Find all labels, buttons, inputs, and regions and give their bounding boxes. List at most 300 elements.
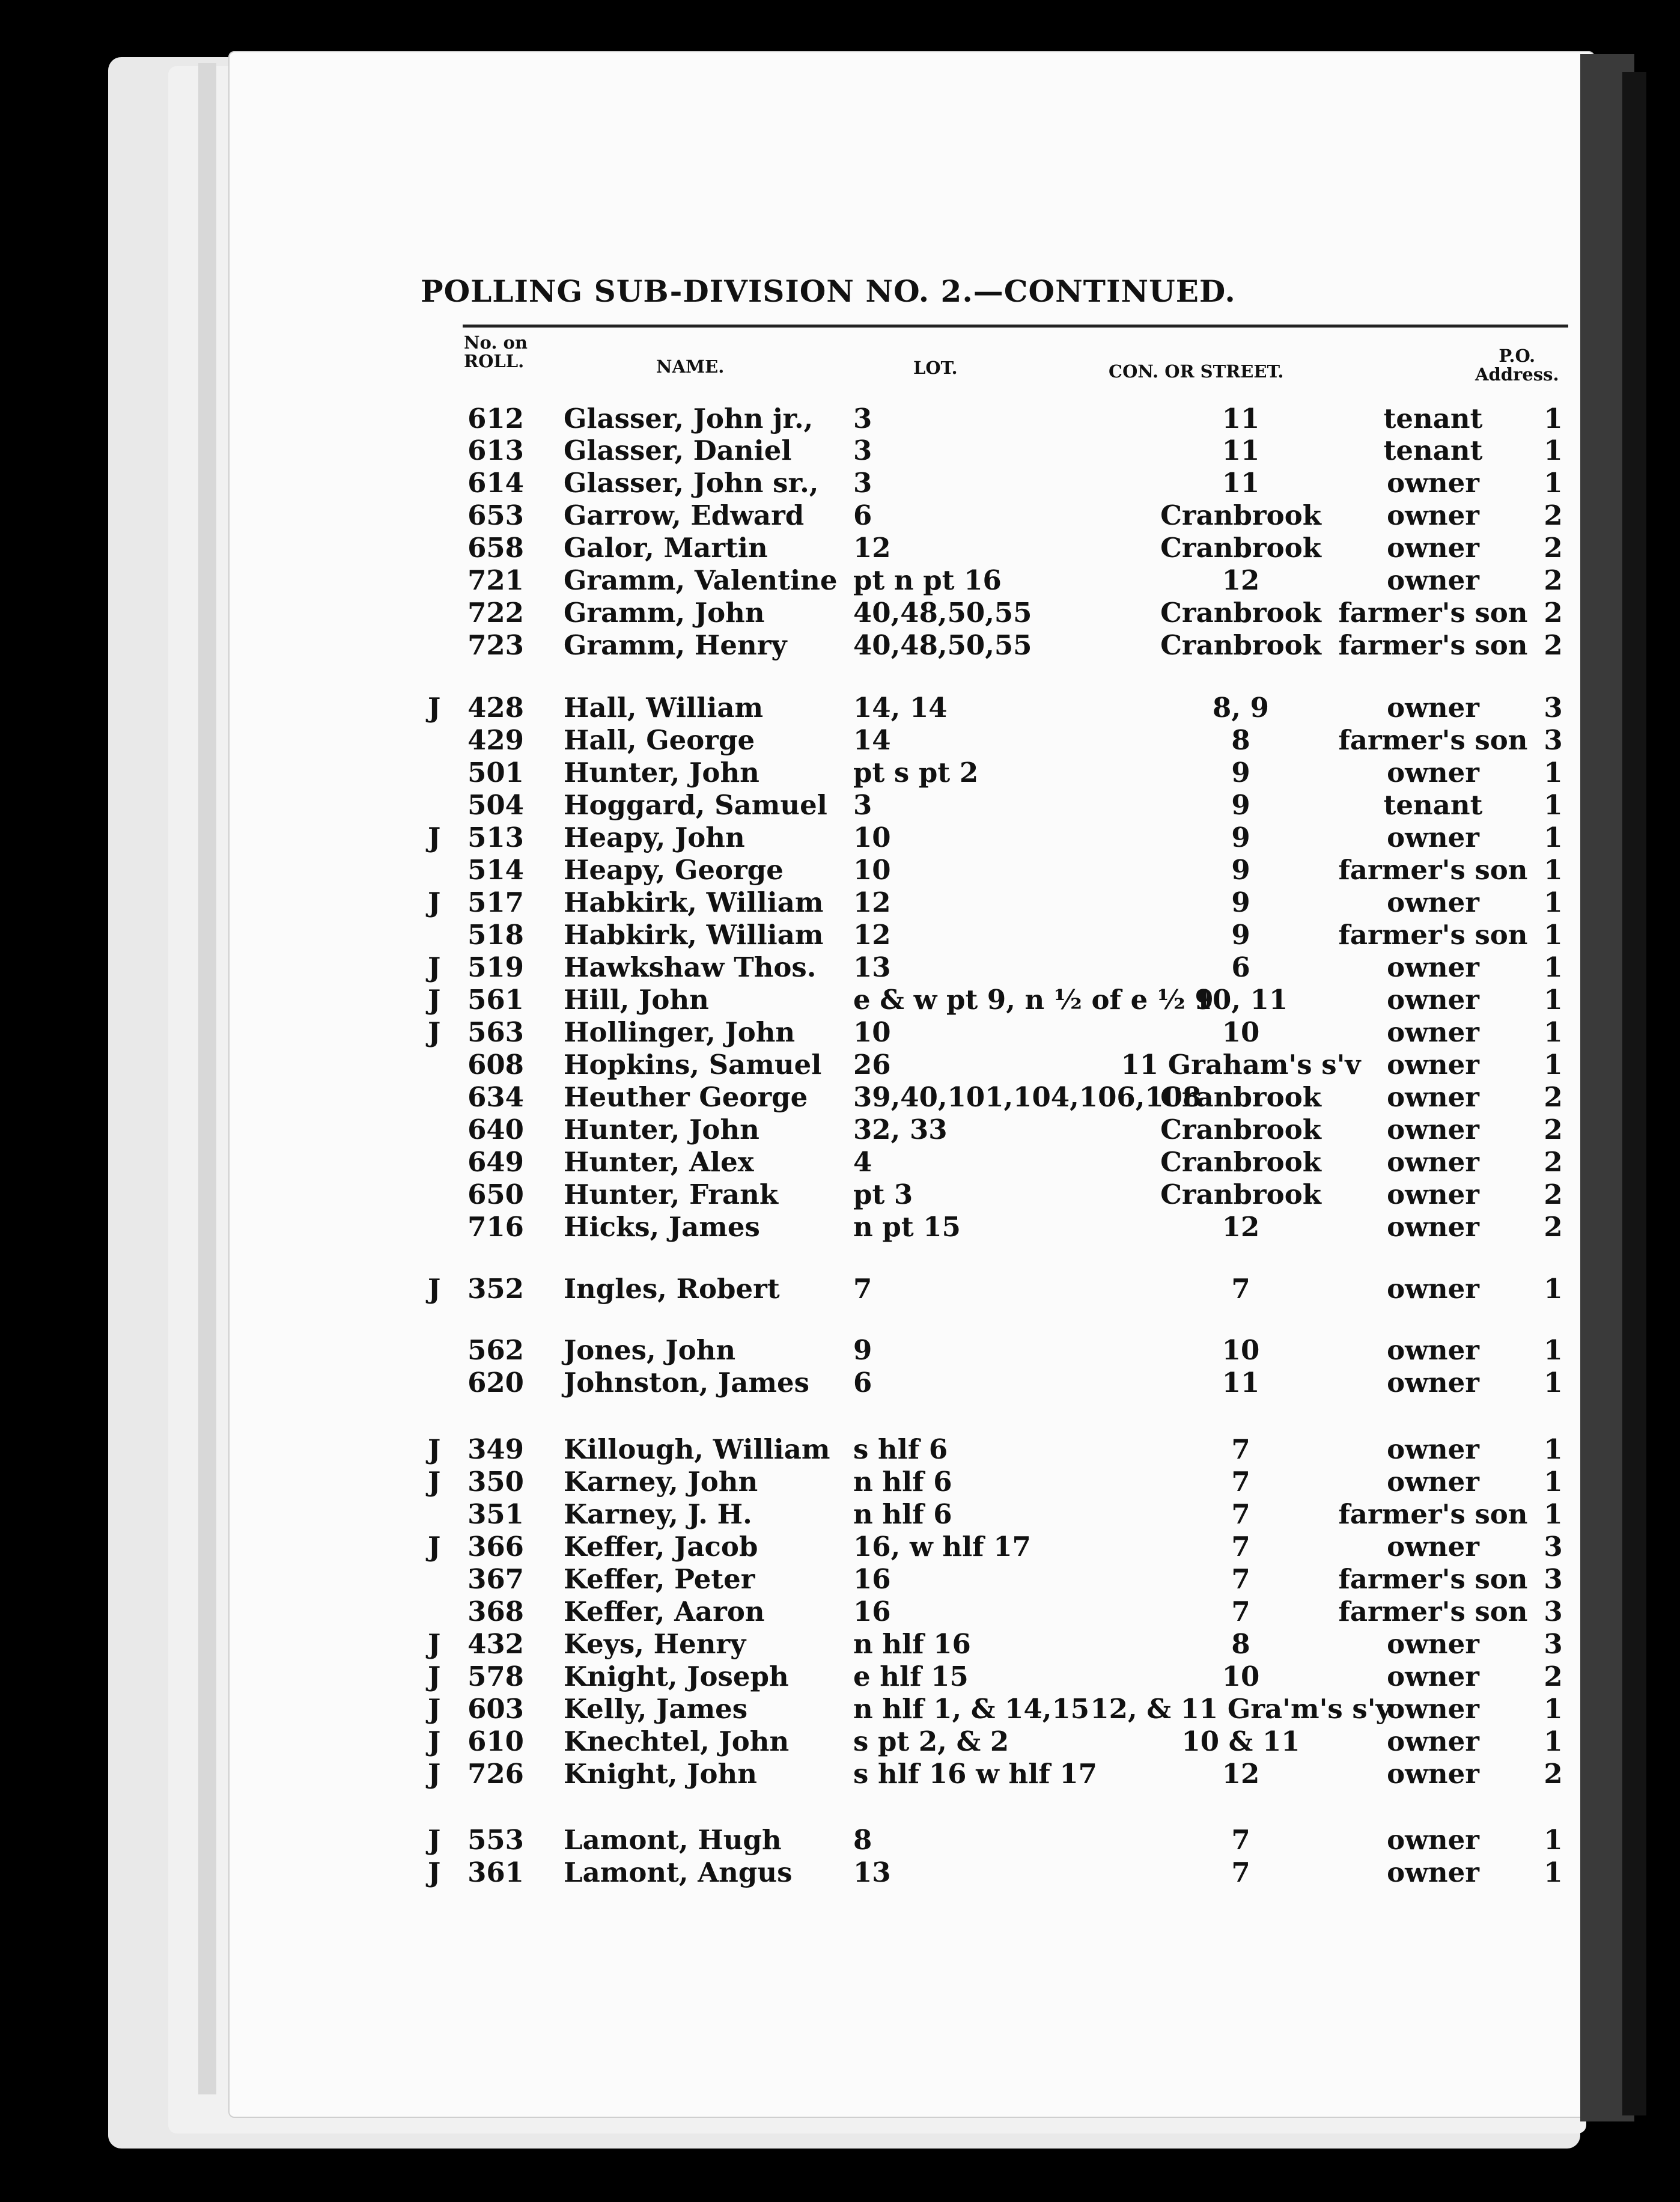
cell-status: owner [1387,1693,1479,1725]
cell-name: Karney, J. H. [564,1498,752,1530]
cell-lot: 10 [853,822,891,853]
cell-lot: 3 [853,403,872,435]
cell-lot: 6 [853,1367,872,1398]
cell-lot: 14 [853,724,891,756]
cell-lot: 3 [853,435,872,466]
cell-po: 3 [1544,1531,1563,1563]
column-header-po-line1: P.O. [1499,346,1536,366]
cell-con: 7 [1231,1498,1250,1530]
cell-roll: 361 [467,1856,524,1888]
cell-po: 3 [1544,724,1563,756]
cell-po: 1 [1544,1273,1563,1305]
cell-con: 9 [1231,886,1250,918]
cell-po: 2 [1544,1758,1563,1790]
cell-con: 11 [1222,1367,1260,1398]
cell-j: J [428,1466,441,1498]
cell-j: J [428,886,441,918]
cell-name: Lamont, Angus [564,1856,793,1888]
cell-lot: 16 [853,1563,891,1595]
cell-name: Hunter, John [564,757,759,788]
cell-lot: 12 [853,919,891,951]
cell-con: Cranbrook [1160,1114,1321,1145]
table-row [0,822,1680,854]
cell-roll: 722 [467,597,524,629]
cell-name: Hill, John [564,984,709,1016]
cell-roll: 716 [467,1211,524,1243]
cell-status: owner [1387,1016,1479,1048]
cell-po: 2 [1544,1146,1563,1178]
cell-name: Knight, Joseph [564,1661,789,1692]
cell-name: Galor, Martin [564,532,768,564]
cell-con: 7 [1231,1824,1250,1856]
cell-status: owner [1387,1273,1479,1305]
cell-name: Gramm, Henry [564,629,787,661]
table-row [0,467,1680,499]
table-row [0,564,1680,597]
cell-j: J [428,822,441,853]
cell-lot: 13 [853,1856,891,1888]
cell-po: 1 [1544,1498,1563,1530]
cell-lot: s hlf 16 w hlf 17 [853,1758,1097,1790]
cell-name: Habkirk, William [564,919,824,951]
cell-status: tenant [1383,435,1483,466]
cell-lot: 40,48,50,55 [853,597,1032,629]
cell-name: Glasser, Daniel [564,435,792,466]
cell-roll: 634 [467,1081,524,1113]
cell-roll: 578 [467,1661,524,1692]
cell-status: owner [1387,1824,1479,1856]
table-row [0,951,1680,984]
cell-name: Karney, John [564,1466,758,1498]
table-row [0,789,1680,822]
cell-po: 2 [1544,564,1563,596]
cell-status: farmer's son [1338,1498,1528,1530]
cell-con: 7 [1231,1466,1250,1498]
cell-j: J [428,1693,441,1725]
table-row [0,532,1680,564]
table-row [0,1725,1680,1758]
column-header-lot: LOT. [913,358,958,378]
cell-name: Johnston, James [564,1367,809,1398]
cell-j: J [428,1273,441,1305]
cell-con: 9 [1231,757,1250,788]
cell-status: farmer's son [1338,1596,1528,1627]
cell-con: 12, & 11 Gra'm's s'y [1090,1693,1392,1725]
cell-con: 7 [1231,1856,1250,1888]
cell-status: owner [1387,1466,1479,1498]
cell-roll: 553 [467,1824,524,1856]
cell-roll: 726 [467,1758,524,1790]
cell-status: owner [1387,1531,1479,1563]
cell-status: owner [1387,692,1479,724]
cell-name: Jones, John [564,1334,736,1366]
cell-lot: 7 [853,1273,872,1305]
table-row [0,1628,1680,1661]
cell-j: J [428,1856,441,1888]
cell-status: owner [1387,1725,1479,1757]
cell-status: owner [1387,467,1479,499]
cell-po: 1 [1544,951,1563,983]
table-row [0,1498,1680,1531]
cell-po: 1 [1544,822,1563,853]
cell-status: owner [1387,984,1479,1016]
cell-po: 3 [1544,1628,1563,1660]
cell-con: 9 [1231,822,1250,853]
cell-j: J [428,1433,441,1465]
table-row [0,1367,1680,1399]
cell-po: 2 [1544,1211,1563,1243]
cell-roll: 518 [467,919,524,951]
cell-con: Cranbrook [1160,1146,1321,1178]
cell-name: Garrow, Edward [564,499,805,531]
cell-po: 1 [1544,403,1563,435]
cell-status: farmer's son [1338,919,1528,951]
cell-lot: n hlf 16 [853,1628,971,1660]
table-row [0,724,1680,757]
cell-roll: 366 [467,1531,524,1563]
cell-con: Cranbrook [1160,499,1321,531]
cell-lot: 8 [853,1824,872,1856]
cell-roll: 562 [467,1334,524,1366]
cell-j: J [428,1531,441,1563]
cell-po: 1 [1544,757,1563,788]
cell-po: 3 [1544,1596,1563,1627]
cell-j: J [428,1628,441,1660]
cell-po: 1 [1544,1856,1563,1888]
cell-name: Hunter, John [564,1114,759,1145]
table-row [0,1114,1680,1146]
cell-status: owner [1387,499,1479,531]
cell-roll: 653 [467,499,524,531]
column-header-name: NAME. [656,356,725,377]
cell-po: 1 [1544,789,1563,821]
cell-roll: 352 [467,1273,524,1305]
cell-po: 1 [1544,1824,1563,1856]
cell-con: 8 [1231,1628,1250,1660]
cell-con: 11 [1222,435,1260,466]
cell-status: farmer's son [1338,1563,1528,1595]
cell-status: farmer's son [1338,629,1528,661]
cell-name: Keffer, Jacob [564,1531,758,1563]
cell-name: Keffer, Aaron [564,1596,765,1627]
cell-lot: n hlf 6 [853,1466,952,1498]
cell-po: 2 [1544,1114,1563,1145]
cell-con: Cranbrook [1160,532,1321,564]
cell-po: 3 [1544,692,1563,724]
cell-con: Cranbrook [1160,629,1321,661]
cell-po: 2 [1544,499,1563,531]
cell-j: J [428,1016,441,1048]
cell-name: Killough, William [564,1433,830,1465]
cell-po: 1 [1544,984,1563,1016]
table-row [0,1146,1680,1179]
table-row [0,984,1680,1016]
cell-lot: e hlf 15 [853,1661,969,1692]
cell-status: owner [1387,1367,1479,1398]
table-row [0,1824,1680,1856]
cell-con: 9 [1231,854,1250,886]
cell-name: Hawkshaw Thos. [564,951,817,983]
cell-status: owner [1387,532,1479,564]
table-row [0,1334,1680,1367]
cell-roll: 620 [467,1367,524,1398]
cell-con: 11 [1222,467,1260,499]
table-row [0,597,1680,629]
cell-name: Heapy, George [564,854,784,886]
cell-status: owner [1387,1433,1479,1465]
table-row [0,435,1680,467]
cell-po: 1 [1544,1433,1563,1465]
cell-roll: 519 [467,951,524,983]
cell-name: Hall, George [564,724,755,756]
cell-roll: 349 [467,1433,524,1465]
page-title: POLLING SUB-DIVISION NO. 2.—CONTINUED. [421,273,1236,309]
cell-roll: 350 [467,1466,524,1498]
table-row [0,757,1680,789]
cell-lot: s hlf 6 [853,1433,948,1465]
table-row [0,886,1680,919]
cell-con: 9 [1231,789,1250,821]
cell-roll: 608 [467,1049,524,1081]
cell-roll: 721 [467,564,524,596]
cell-status: owner [1387,757,1479,788]
cell-con: Cranbrook [1160,597,1321,629]
cell-roll: 514 [467,854,524,886]
table-row [0,1693,1680,1725]
cell-po: 1 [1544,1693,1563,1725]
cell-name: Habkirk, William [564,886,824,918]
cell-con: 10 [1222,1661,1260,1692]
cell-j: J [428,951,441,983]
cell-status: owner [1387,1334,1479,1366]
table-row [0,1273,1680,1305]
cell-con: Cranbrook [1160,1081,1321,1113]
cell-lot: pt n pt 16 [853,564,1002,596]
cell-name: Heuther George [564,1081,808,1113]
cell-con: Cranbrook [1160,1179,1321,1210]
cell-lot: 3 [853,467,872,499]
cell-roll: 351 [467,1498,524,1530]
table-row [0,403,1680,435]
cell-name: Keys, Henry [564,1628,746,1660]
cell-con: 9 [1231,919,1250,951]
cell-po: 2 [1544,1179,1563,1210]
cell-con: 11 Graham's s'v [1121,1049,1361,1081]
cell-con: 10 [1222,1334,1260,1366]
table-row [0,1466,1680,1498]
cell-roll: 428 [467,692,524,724]
cell-po: 1 [1544,1725,1563,1757]
cell-roll: 610 [467,1725,524,1757]
cell-con: 7 [1231,1596,1250,1627]
cell-name: Hopkins, Samuel [564,1049,822,1081]
cell-roll: 649 [467,1146,524,1178]
cell-status: owner [1387,1211,1479,1243]
table-row [0,499,1680,532]
cell-lot: 32, 33 [853,1114,948,1145]
cell-name: Glasser, John jr., [564,403,814,435]
cell-name: Heapy, John [564,822,745,853]
cell-con: 12 [1222,1758,1260,1790]
cell-name: Hoggard, Samuel [564,789,827,821]
cell-name: Glasser, John sr., [564,467,819,499]
cell-roll: 513 [467,822,524,853]
cell-lot: 16 [853,1596,891,1627]
cell-lot: pt 3 [853,1179,913,1210]
cell-po: 1 [1544,467,1563,499]
column-header-po-line2: Address. [1475,364,1559,385]
table-row [0,692,1680,724]
cell-j: J [428,984,441,1016]
table-row [0,854,1680,886]
cell-name: Knechtel, John [564,1725,790,1757]
cell-status: owner [1387,1049,1479,1081]
cell-name: Gramm, Valentine [564,564,838,596]
table-row [0,1016,1680,1049]
cell-j: J [428,1725,441,1757]
cell-lot: 10 [853,1016,891,1048]
cell-po: 1 [1544,886,1563,918]
cell-status: farmer's son [1338,724,1528,756]
cell-roll: 504 [467,789,524,821]
cell-name: Kelly, James [564,1693,748,1725]
cell-status: owner [1387,564,1479,596]
cell-con: 11 [1222,403,1260,435]
cell-lot: 39,40,101,104,106,108 [853,1081,1202,1113]
cell-status: owner [1387,1146,1479,1178]
cell-j: J [428,1824,441,1856]
cell-lot: n hlf 6 [853,1498,952,1530]
cell-roll: 429 [467,724,524,756]
cell-status: owner [1387,822,1479,853]
cell-con: 7 [1231,1273,1250,1305]
table-row [0,1563,1680,1596]
table-row [0,1081,1680,1114]
cell-con: 7 [1231,1433,1250,1465]
cell-status: owner [1387,1628,1479,1660]
cell-roll: 640 [467,1114,524,1145]
cell-con: 7 [1231,1531,1250,1563]
cell-status: owner [1387,886,1479,918]
cell-roll: 561 [467,984,524,1016]
table-row [0,919,1680,951]
cell-lot: n pt 15 [853,1211,961,1243]
table-row [0,1179,1680,1211]
table-row [0,1758,1680,1790]
cell-lot: 14, 14 [853,692,948,724]
cell-status: owner [1387,1661,1479,1692]
cell-name: Ingles, Robert [564,1273,780,1305]
cell-name: Hollinger, John [564,1016,796,1048]
cell-roll: 658 [467,532,524,564]
cell-name: Keffer, Peter [564,1563,755,1595]
cell-po: 1 [1544,435,1563,466]
cell-con: 6 [1231,951,1250,983]
cell-po: 3 [1544,1563,1563,1595]
cell-name: Hunter, Frank [564,1179,779,1210]
cell-status: tenant [1383,403,1483,435]
cell-lot: 4 [853,1146,872,1178]
cell-name: Knight, John [564,1758,757,1790]
cell-po: 1 [1544,1016,1563,1048]
cell-roll: 368 [467,1596,524,1627]
cell-roll: 603 [467,1693,524,1725]
cell-con: 12 [1222,1211,1260,1243]
cell-lot: 40,48,50,55 [853,629,1032,661]
cell-po: 2 [1544,629,1563,661]
cell-name: Lamont, Hugh [564,1824,782,1856]
cell-con: 7 [1231,1563,1250,1595]
cell-po: 2 [1544,597,1563,629]
cell-j: J [428,1758,441,1790]
cell-lot: 16, w hlf 17 [853,1531,1031,1563]
cell-name: Hall, William [564,692,764,724]
cell-name: Hunter, Alex [564,1146,754,1178]
cell-con: 10 & 11 [1181,1725,1300,1757]
table-row [0,629,1680,662]
cell-lot: n hlf 1, & 14,15 [853,1693,1090,1725]
cell-roll: 614 [467,467,524,499]
cell-roll: 563 [467,1016,524,1048]
cell-po: 2 [1544,532,1563,564]
cell-lot: e & w pt 9, n ½ of e ½ 9 [853,984,1214,1016]
cell-con: 8, 9 [1213,692,1269,724]
cell-roll: 613 [467,435,524,466]
table-row [0,1661,1680,1693]
cell-po: 1 [1544,1367,1563,1398]
cell-lot: s pt 2, & 2 [853,1725,1009,1757]
cell-lot: 26 [853,1049,891,1081]
cell-name: Hicks, James [564,1211,760,1243]
cell-j: J [428,692,441,724]
table-row [0,1531,1680,1563]
cell-con: 12 [1222,564,1260,596]
cell-lot: 9 [853,1334,872,1366]
cell-status: owner [1387,1081,1479,1113]
cell-status: farmer's son [1338,597,1528,629]
cell-name: Gramm, John [564,597,765,629]
cell-con: 8 [1231,724,1250,756]
cell-status: owner [1387,1114,1479,1145]
table-row [0,1433,1680,1466]
column-header-con: CON. OR STREET. [1109,361,1284,382]
cell-roll: 367 [467,1563,524,1595]
cell-status: owner [1387,1179,1479,1210]
cell-status: tenant [1383,789,1483,821]
column-header-roll-line2: ROLL. [464,351,525,371]
cell-status: owner [1387,1758,1479,1790]
cell-roll: 432 [467,1628,524,1660]
table-row [0,1856,1680,1889]
cell-po: 1 [1544,1049,1563,1081]
cell-po: 1 [1544,1334,1563,1366]
cell-lot: 3 [853,789,872,821]
cell-po: 1 [1544,854,1563,886]
cell-po: 1 [1544,919,1563,951]
table-row [0,1211,1680,1243]
cell-roll: 612 [467,403,524,435]
cell-lot: 12 [853,532,891,564]
cell-status: owner [1387,1856,1479,1888]
cell-lot: 6 [853,499,872,531]
cell-roll: 501 [467,757,524,788]
cell-status: owner [1387,951,1479,983]
column-header-roll-line1: No. on [464,332,528,353]
cell-lot: 12 [853,886,891,918]
cell-po: 1 [1544,1466,1563,1498]
cell-j: J [428,1661,441,1692]
cell-con: 10 [1222,1016,1260,1048]
